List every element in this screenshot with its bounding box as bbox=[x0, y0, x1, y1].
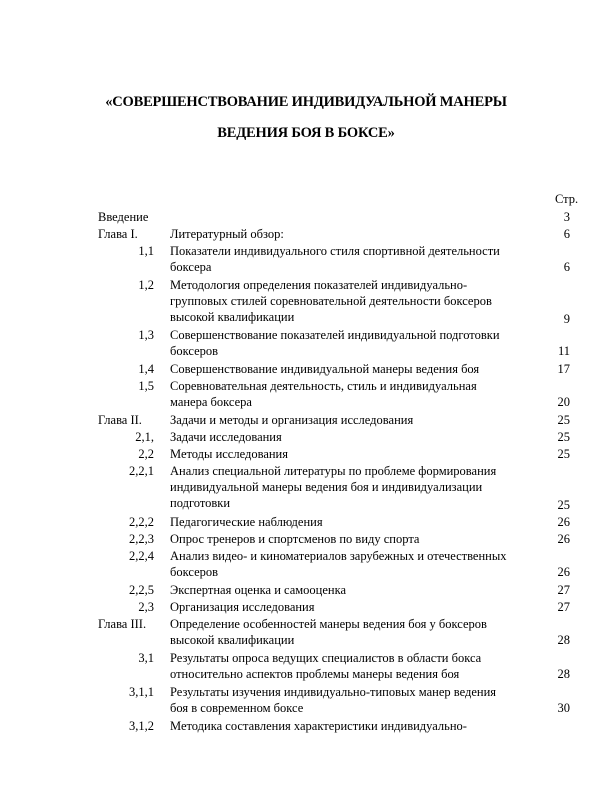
toc-entry-page: 27 bbox=[557, 583, 570, 597]
toc-entry-number: 2,2,3 bbox=[129, 532, 154, 546]
toc-entry-text: Анализ видео- и киноматериалов зарубежных и отечественных боксеров bbox=[170, 549, 507, 579]
toc-entry-page: 11 bbox=[557, 344, 570, 358]
toc-entry-page: 25 bbox=[557, 447, 570, 461]
toc-entry-text: Задачи и методы и организация исследования bbox=[170, 413, 414, 427]
toc-entry-page: 25 bbox=[557, 430, 570, 444]
toc-entry-number: Глава III. bbox=[98, 617, 147, 631]
toc-entry-text: Соревновательная деятельность, стиль и индивидуальная манера боксера bbox=[170, 379, 477, 409]
document-title-line-1: «СОВЕРШЕНСТВОВАНИЕ ИНДИВИДУАЛЬНОЙ МАНЕРЫ bbox=[105, 94, 507, 110]
toc-entry-page: 17 bbox=[557, 362, 570, 376]
toc-entry-page: 26 bbox=[557, 532, 570, 546]
toc-entry-page: 30 bbox=[557, 701, 570, 715]
toc-entry-text: Совершенствование индивидуальной манеры ведения боя bbox=[170, 362, 480, 376]
toc-entry-text: Педагогические наблюдения bbox=[170, 515, 323, 529]
toc-entry-page: 6 bbox=[563, 227, 570, 241]
toc-entry-text: Совершенствование показателей индивидуальной подготовки боксеров bbox=[170, 328, 500, 358]
toc-entry-page: 25 bbox=[557, 413, 570, 427]
toc-entry-page: 28 bbox=[557, 667, 570, 681]
toc-entry-number: 3,1,1 bbox=[129, 685, 154, 699]
toc-entry-text: Задачи исследования bbox=[170, 430, 282, 444]
toc-entry-number: 2,2,2 bbox=[129, 515, 154, 529]
toc-entry-number: 2,2,4 bbox=[129, 549, 154, 563]
toc-entry-number: 2,2 bbox=[138, 447, 154, 461]
toc-entry-number: 3,1,2 bbox=[129, 719, 154, 733]
toc-entry-page: 27 bbox=[557, 600, 570, 614]
toc-entry-page: 3 bbox=[563, 210, 570, 224]
toc-entry-page: 25 bbox=[557, 498, 570, 512]
toc-entry-page: 28 bbox=[557, 633, 570, 647]
toc-entry-number: 2,2,1 bbox=[129, 464, 154, 478]
toc-entry-text: Результаты опроса ведущих специалистов в области бокса относительно аспектов проблемы манеры ведения боя bbox=[170, 651, 482, 681]
toc-entry-number: 2,1, bbox=[135, 430, 154, 444]
toc-entry-text: Анализ специальной литературы по проблеме формирования индивидуальной манеры ведения боя и индивидуализации подготовки bbox=[170, 464, 497, 510]
toc-entry-text: Методология определения показателей индивидуально- групповых стилей соревновательной деятельности боксеров высокой квалификации bbox=[170, 278, 492, 324]
toc-entry-page: 20 bbox=[557, 395, 570, 409]
toc-entry-text: Организация исследования bbox=[170, 600, 315, 614]
toc-entry-text: Методика составления характеристики индивидуально- bbox=[170, 719, 467, 733]
toc-entry-number: 1,4 bbox=[138, 362, 154, 376]
toc-entry-page: 26 bbox=[557, 515, 570, 529]
toc-entry-text: Литературный обзор: bbox=[170, 227, 284, 241]
toc-entry-number: Введение bbox=[98, 210, 149, 224]
toc-entry-number: 1,5 bbox=[138, 379, 154, 393]
toc-page-header: Стр. bbox=[555, 192, 579, 206]
toc-entry-page: 9 bbox=[563, 312, 570, 326]
toc-entry-number: 2,3 bbox=[138, 600, 154, 614]
toc-entry-text: Определение особенностей манеры ведения боя у боксеров высокой квалификации bbox=[170, 617, 487, 647]
toc-entry-text: Методы исследования bbox=[170, 447, 288, 461]
toc-entry-page: 6 bbox=[563, 260, 570, 274]
toc-entry-text: Показатели индивидуального стиля спортивной деятельности боксера bbox=[170, 244, 500, 274]
toc-entry-number: 3,1 bbox=[138, 651, 154, 665]
toc-entry-page: 26 bbox=[557, 565, 570, 579]
toc-entry-number: Глава I. bbox=[98, 227, 138, 241]
toc-entry-text: Результаты изучения индивидуально-типовых манер ведения боя в современном боксе bbox=[170, 685, 497, 715]
toc-entry-number: 2,2,5 bbox=[129, 583, 154, 597]
document-title-line-2: ВЕДЕНИЯ БОЯ В БОКСЕ» bbox=[217, 125, 395, 141]
toc-entry-text: Экспертная оценка и самооценка bbox=[170, 583, 347, 597]
toc-entry-text: Опрос тренеров и спортсменов по виду спорта bbox=[170, 532, 420, 546]
toc-entry-number: 1,2 bbox=[138, 278, 154, 292]
toc-entry-number: 1,1 bbox=[138, 244, 154, 258]
toc-entry-number: Глава II. bbox=[98, 413, 142, 427]
toc-entry-number: 1,3 bbox=[138, 328, 154, 342]
